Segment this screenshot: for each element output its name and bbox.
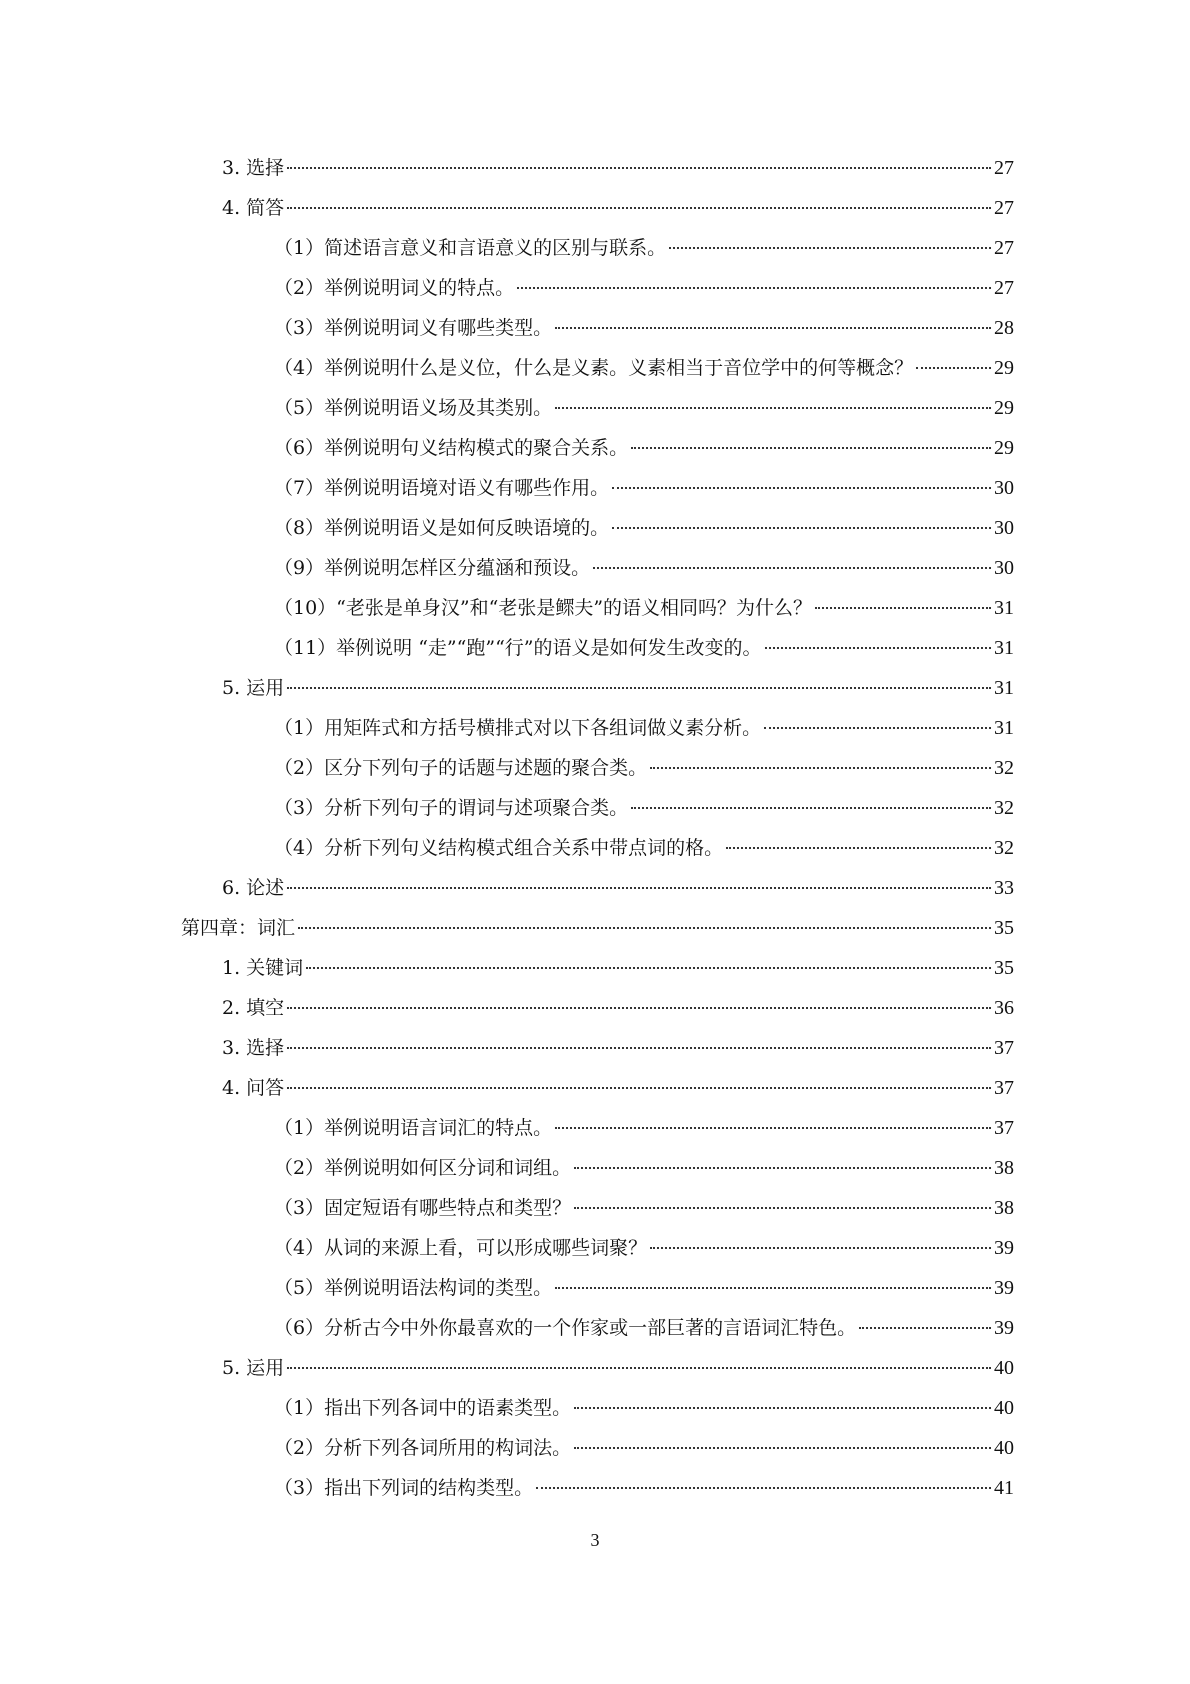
toc-entry-page-number: 37	[994, 1077, 1014, 1099]
toc-entry-title: （1）指出下列各词中的语素类型。	[274, 1397, 572, 1419]
toc-entry-page-number: 29	[994, 397, 1014, 419]
toc-entry[interactable]	[0, 1068, 1190, 1108]
toc-entry[interactable]	[0, 1428, 1190, 1468]
toc-entry[interactable]	[0, 468, 1190, 508]
dot-leader	[726, 847, 991, 849]
toc-entry-page-number: 39	[994, 1317, 1014, 1339]
dot-leader	[287, 207, 991, 209]
toc-entry[interactable]	[0, 388, 1190, 428]
toc-entry-page-number: 40	[994, 1397, 1014, 1419]
dot-leader	[859, 1327, 991, 1329]
toc-entry[interactable]	[0, 308, 1190, 348]
toc-entry[interactable]	[0, 748, 1190, 788]
dot-leader	[555, 1127, 991, 1129]
toc-entry-page-number: 41	[994, 1477, 1014, 1499]
toc-entry[interactable]	[0, 1388, 1190, 1428]
toc-entry-title: （8）举例说明语义是如何反映语境的。	[274, 517, 610, 539]
toc-entry-page-number: 38	[994, 1197, 1014, 1219]
toc-entry-title: 4. 问答	[222, 1077, 285, 1099]
toc-entry-title: （1）举例说明语言词汇的特点。	[274, 1117, 553, 1139]
toc-entry-page-number: 40	[994, 1357, 1014, 1379]
toc-entry-page-number: 29	[994, 357, 1014, 379]
toc-entry[interactable]	[0, 268, 1190, 308]
toc-entry[interactable]	[0, 668, 1190, 708]
dot-leader	[574, 1167, 991, 1169]
toc-entry-page-number: 28	[994, 317, 1014, 339]
toc-entry-page-number: 31	[994, 677, 1014, 699]
dot-leader	[815, 607, 991, 609]
dot-leader	[574, 1447, 991, 1449]
toc-entry-title: （4）举例说明什么是义位，什么是义素。义素相当于音位学中的何等概念？	[274, 357, 914, 379]
toc-entry[interactable]	[0, 148, 1190, 188]
toc-entry[interactable]	[0, 588, 1190, 628]
toc-entry-title: （2）举例说明词义的特点。	[274, 277, 515, 299]
dot-leader	[764, 727, 991, 729]
dot-leader	[536, 1487, 991, 1489]
toc-entry[interactable]	[0, 988, 1190, 1028]
toc-entry-title: （1）简述语言意义和言语意义的区别与联系。	[274, 237, 667, 259]
toc-entry-page-number: 32	[994, 757, 1014, 779]
toc-entry[interactable]	[0, 508, 1190, 548]
toc-entry[interactable]	[0, 908, 1190, 948]
toc-entry-title: （2）举例说明如何区分词和词组。	[274, 1157, 572, 1179]
toc-entry-title: （3）举例说明词义有哪些类型。	[274, 317, 553, 339]
toc-entry-page-number: 32	[994, 837, 1014, 859]
dot-leader	[287, 1047, 991, 1049]
toc-entry[interactable]	[0, 1188, 1190, 1228]
toc-entry-title: （3）指出下列词的结构类型。	[274, 1477, 534, 1499]
toc-entry-title: （6）分析古今中外你最喜欢的一个作家或一部巨著的言语词汇特色。	[274, 1317, 857, 1339]
toc-entry-page-number: 36	[994, 997, 1014, 1019]
toc-entry-title: （11）举例说明 “走”“跑”“行”的语义是如何发生改变的。	[274, 637, 762, 659]
toc-entry[interactable]	[0, 428, 1190, 468]
toc-entry-page-number: 39	[994, 1237, 1014, 1259]
dot-leader	[650, 1247, 991, 1249]
dot-leader	[669, 247, 991, 249]
dot-leader	[287, 1087, 991, 1089]
dot-leader	[517, 287, 991, 289]
toc-entry-title: （2）分析下列各词所用的构词法。	[274, 1437, 572, 1459]
toc-entry-title: （2）区分下列句子的话题与述题的聚合类。	[274, 757, 648, 779]
toc-entry[interactable]	[0, 948, 1190, 988]
dot-leader	[555, 407, 991, 409]
toc-entry-title: （6）举例说明句义结构模式的聚合关系。	[274, 437, 629, 459]
toc-entry-page-number: 27	[994, 277, 1014, 299]
dot-leader	[574, 1407, 991, 1409]
dot-leader	[287, 167, 991, 169]
toc-entry-title: 5. 运用	[222, 1357, 285, 1379]
dot-leader	[298, 927, 991, 929]
toc-entry[interactable]	[0, 548, 1190, 588]
toc-entry-title: （5）举例说明语义场及其类别。	[274, 397, 553, 419]
toc-entry-page-number: 40	[994, 1437, 1014, 1459]
toc-entry-page-number: 35	[994, 957, 1014, 979]
toc-entry-title: 1. 关键词	[222, 957, 304, 979]
dot-leader	[612, 527, 991, 529]
dot-leader	[631, 807, 991, 809]
toc-entry-title: （9）举例说明怎样区分蕴涵和预设。	[274, 557, 591, 579]
dot-leader	[650, 767, 991, 769]
toc-entry-page-number: 30	[994, 557, 1014, 579]
toc-entry[interactable]	[0, 1228, 1190, 1268]
toc-entry[interactable]	[0, 1108, 1190, 1148]
toc-entry-page-number: 27	[994, 157, 1014, 179]
toc-entry-title: 6. 论述	[222, 877, 285, 899]
toc-entry-title: 3. 选择	[222, 157, 285, 179]
toc-entry[interactable]	[0, 708, 1190, 748]
toc-entry-page-number: 31	[994, 637, 1014, 659]
toc-entry-title: （3）分析下列句子的谓词与述项聚合类。	[274, 797, 629, 819]
dot-leader	[287, 1367, 991, 1369]
dot-leader	[574, 1207, 991, 1209]
toc-entry-title: 5. 运用	[222, 677, 285, 699]
toc-entry-title: （5）举例说明语法构词的类型。	[274, 1277, 553, 1299]
toc-entry-page-number: 32	[994, 797, 1014, 819]
toc-entry-page-number: 31	[994, 597, 1014, 619]
toc-entry-page-number: 31	[994, 717, 1014, 739]
toc-entry-title: （7）举例说明语境对语义有哪些作用。	[274, 477, 610, 499]
toc-entry[interactable]	[0, 348, 1190, 388]
toc-entry-page-number: 30	[994, 477, 1014, 499]
toc-entry[interactable]	[0, 628, 1190, 668]
toc-entry[interactable]	[0, 868, 1190, 908]
dot-leader	[555, 327, 991, 329]
toc-entry[interactable]	[0, 828, 1190, 868]
dot-leader	[916, 367, 991, 369]
toc-entry-title: 3. 选择	[222, 1037, 285, 1059]
toc-entry-page-number: 30	[994, 517, 1014, 539]
toc-entry-title: （1）用矩阵式和方括号横排式对以下各组词做义素分析。	[274, 717, 762, 739]
dot-leader	[631, 447, 991, 449]
toc-entry[interactable]	[0, 788, 1190, 828]
dot-leader	[306, 967, 991, 969]
dot-leader	[765, 647, 992, 649]
toc-entry-title: （10）“老张是单身汉”和“老张是鳏夫”的语义相同吗？为什么？	[274, 597, 813, 619]
table-of-contents	[0, 148, 1190, 1508]
toc-entry-page-number: 39	[994, 1277, 1014, 1299]
dot-leader	[555, 1287, 991, 1289]
dot-leader	[593, 567, 991, 569]
dot-leader	[612, 487, 991, 489]
dot-leader	[287, 687, 991, 689]
toc-entry-title: （3）固定短语有哪些特点和类型？	[274, 1197, 572, 1219]
toc-entry[interactable]	[0, 188, 1190, 228]
toc-entry-page-number: 27	[994, 197, 1014, 219]
toc-entry-title: 4. 简答	[222, 197, 285, 219]
toc-entry[interactable]	[0, 1028, 1190, 1068]
toc-entry-page-number: 29	[994, 437, 1014, 459]
toc-entry-page-number: 38	[994, 1157, 1014, 1179]
toc-entry-page-number: 37	[994, 1117, 1014, 1139]
toc-entry-title: 2. 填空	[222, 997, 285, 1019]
toc-entry[interactable]	[0, 228, 1190, 268]
toc-entry[interactable]	[0, 1468, 1190, 1508]
toc-entry[interactable]	[0, 1268, 1190, 1308]
toc-entry-page-number: 35	[994, 917, 1014, 939]
toc-entry-title: （4）从词的来源上看，可以形成哪些词聚？	[274, 1237, 648, 1259]
dot-leader	[287, 887, 991, 889]
page-number: 3	[590, 1530, 600, 1550]
toc-entry-page-number: 33	[994, 877, 1014, 899]
toc-entry-title: （4）分析下列句义结构模式组合关系中带点词的格。	[274, 837, 724, 859]
toc-entry-page-number: 37	[994, 1037, 1014, 1059]
dot-leader	[287, 1007, 991, 1009]
toc-entry[interactable]	[0, 1308, 1190, 1348]
toc-entry-page-number: 27	[994, 237, 1014, 259]
toc-entry[interactable]	[0, 1148, 1190, 1188]
toc-entry-title: 第四章：词汇	[181, 917, 296, 939]
toc-entry[interactable]	[0, 1348, 1190, 1388]
